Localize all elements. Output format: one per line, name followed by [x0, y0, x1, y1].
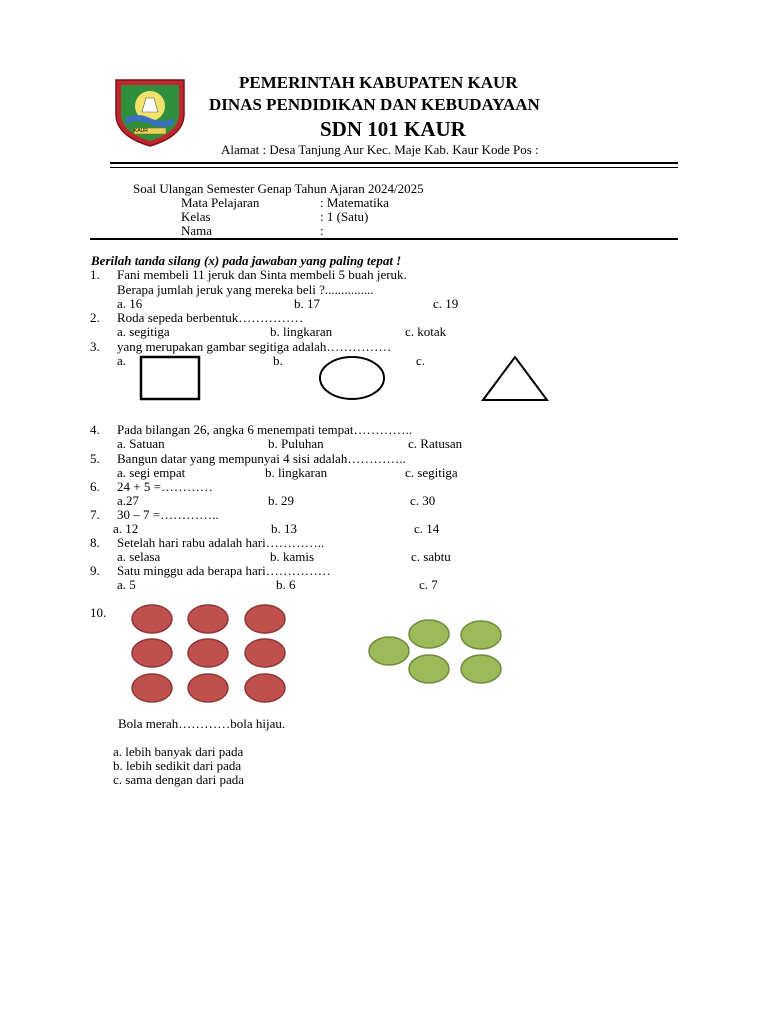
question-10-text: Bola merah…………bola hijau. — [118, 716, 286, 731]
red-ball — [132, 605, 172, 633]
class-label: Kelas — [181, 209, 211, 224]
kaur-regency-logo — [112, 74, 188, 148]
red-ball — [245, 674, 285, 702]
circle-shape — [318, 355, 388, 403]
subject-value: : Matematika — [320, 195, 389, 210]
question-9-option-a[interactable]: a. 5 — [117, 577, 136, 592]
question-8-option-c[interactable]: c. sabtu — [411, 549, 451, 564]
question-5-option-a[interactable]: a. segi empat — [117, 465, 186, 480]
question-9-option-b[interactable]: b. 6 — [276, 577, 296, 592]
header-department: DINAS PENDIDIKAN DAN KEBUDAYAAN — [209, 95, 540, 114]
green-ball — [409, 655, 449, 683]
question-3-text: yang merupakan gambar segitiga adalah…………… — [117, 339, 392, 354]
question-1-text-2: Berapa jumlah jeruk yang mereka beli ?............... — [117, 282, 374, 297]
red-ball — [245, 605, 285, 633]
red-ball — [188, 639, 228, 667]
question-10-option-b[interactable]: b. lebih sedikit dari pada — [113, 758, 242, 773]
red-ball — [188, 605, 228, 633]
exam-title: Soal Ulangan Semester Genap Tahun Ajaran 2024/2025 — [133, 181, 424, 196]
question-6-text: 24 + 5 =………… — [117, 479, 213, 494]
square-shape — [139, 355, 203, 403]
question-5-option-c[interactable]: c. segitiga — [405, 465, 458, 480]
subject-label: Mata Pelajaran — [181, 195, 260, 210]
question-1-option-a[interactable]: a. 16 — [117, 296, 143, 311]
green-balls-group — [366, 617, 506, 687]
question-10-option-a[interactable]: a. lebih banyak dari pada — [113, 744, 244, 759]
question-6-option-a[interactable]: a.27 — [117, 493, 140, 508]
question-6-number: 6. — [90, 479, 100, 494]
question-7-option-c[interactable]: c. 14 — [414, 521, 440, 536]
question-8-option-a[interactable]: a. selasa — [117, 549, 161, 564]
red-ball — [132, 674, 172, 702]
question-1-option-c[interactable]: c. 19 — [433, 296, 459, 311]
info-divider — [90, 238, 678, 240]
question-7-number: 7. — [90, 507, 100, 522]
question-10-number: 10. — [90, 605, 107, 620]
question-2-option-b[interactable]: b. lingkaran — [270, 324, 333, 339]
header-government: PEMERINTAH KABUPATEN KAUR — [239, 73, 518, 92]
question-3-option-a[interactable]: a. — [117, 353, 127, 368]
question-7-text: 30 – 7 =………….. — [117, 507, 219, 522]
question-1-number: 1. — [90, 267, 100, 282]
green-ball — [409, 620, 449, 648]
question-3-number: 3. — [90, 339, 100, 354]
question-9-number: 9. — [90, 563, 100, 578]
red-ball — [245, 639, 285, 667]
question-8-option-b[interactable]: b. kamis — [270, 549, 315, 564]
triangle-shape — [481, 354, 549, 404]
header-address: Alamat : Desa Tanjung Aur Kec. Maje Kab. Kaur Kode Pos : — [221, 142, 539, 157]
question-8-number: 8. — [90, 535, 100, 550]
question-5-number: 5. — [90, 451, 100, 466]
question-2-text: Roda sepeda berbentuk…………… — [117, 310, 304, 325]
question-2-option-a[interactable]: a. segitiga — [117, 324, 170, 339]
question-2-option-c[interactable]: c. kotak — [405, 324, 447, 339]
green-ball — [369, 637, 409, 665]
question-5-text: Bangun datar yang mempunyai 4 sisi adalah………….. — [117, 451, 406, 466]
question-4-option-b[interactable]: b. Puluhan — [268, 436, 324, 451]
question-6-option-b[interactable]: b. 29 — [268, 493, 294, 508]
question-3-option-c[interactable]: c. — [416, 353, 426, 368]
question-8-text: Setelah hari rabu adalah hari………….. — [117, 535, 325, 550]
green-ball — [461, 655, 501, 683]
instruction: Berilah tanda silang (x) pada jawaban yang paling tepat ! — [91, 253, 402, 268]
question-9-option-c[interactable]: c. 7 — [419, 577, 438, 592]
logo-banner-text: KAUR — [134, 128, 148, 134]
question-4-text: Pada bilangan 26, angka 6 menempati tempat………….. — [117, 422, 412, 437]
question-1-text: Fani membeli 11 jeruk dan Sinta membeli 5 buah jeruk. — [117, 267, 407, 282]
name-value: : — [320, 223, 324, 238]
question-5-option-b[interactable]: b. lingkaran — [265, 465, 328, 480]
question-6-option-c[interactable]: c. 30 — [410, 493, 436, 508]
header-school-name: SDN 101 KAUR — [320, 117, 466, 141]
red-ball — [132, 639, 172, 667]
class-value: : 1 (Satu) — [320, 209, 369, 224]
header-divider-thin — [110, 167, 678, 168]
question-7-option-a[interactable]: a. 12 — [113, 521, 139, 536]
green-ball — [461, 621, 501, 649]
question-10-option-c[interactable]: c. sama dengan dari pada — [113, 772, 245, 787]
question-3-option-b[interactable]: b. — [273, 353, 283, 368]
question-4-number: 4. — [90, 422, 100, 437]
question-1-option-b[interactable]: b. 17 — [294, 296, 320, 311]
question-9-text: Satu minggu ada berapa hari…………… — [117, 563, 331, 578]
header-divider-thick — [110, 162, 678, 164]
red-ball — [188, 674, 228, 702]
name-label: Nama — [181, 223, 213, 238]
question-2-number: 2. — [90, 310, 100, 325]
question-4-option-a[interactable]: a. Satuan — [117, 436, 165, 451]
question-4-option-c[interactable]: c. Ratusan — [408, 436, 463, 451]
red-balls-group — [128, 602, 292, 706]
question-7-option-b[interactable]: b. 13 — [271, 521, 297, 536]
